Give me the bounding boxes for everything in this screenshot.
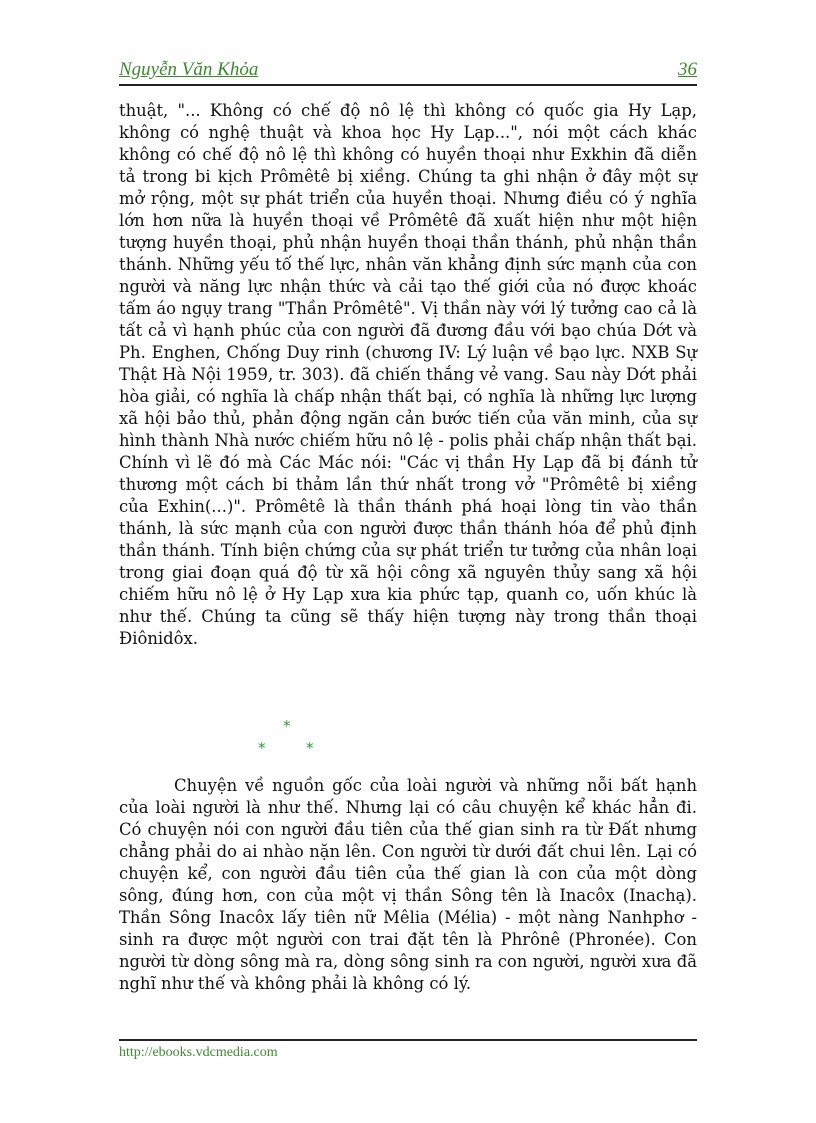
page-number: 36 [678,59,697,80]
paragraph-2: Chuyện về nguồn gốc của loài người và những nỗi bất hạnh của loài người là như thế. Nhưng lại có câu chuyện kể khác hẳn đi. Có chuyện nói con người đầu tiên của thế gian sinh ra từ Đất nhưng chẳng phải do ai nhào nặn lên. Con người từ dưới đất chui lên. Lại có chuyện kể, con người đầu tiên của thế gian là con của một dòng sông, đúng hơn, con của một vị thần Sông tên là Inacôx (Inachạ). Thần Sông Inacôx lấy tiên nữ Mêlia (Mélia) - một nàng Nanhphơ - sinh ra được một người con trai đặt tên là Phrônê (Phronée). Con người từ dòng sông mà ra, dòng sông sinh ra con người, người xưa đã nghĩ như thế và không phải là không có lý. [119,776,697,993]
main-text [119,100,697,650]
footer-url-link[interactable]: http://ebooks.vdcmedia.com [119,1045,278,1060]
separator-star-right: * [306,739,314,757]
separator-star-left: * [258,739,266,757]
separator-star-top: * [283,717,291,735]
main-text-continued [119,775,697,995]
header-author: Nguyễn Văn Khỏa [119,59,259,80]
page-header [119,58,697,86]
paragraph-1: thuật, "... Không có chế độ nô lệ thì không có quốc gia Hy Lạp, không có nghệ thuật và khoa học Hy Lạp...", nói một cách khác không có chế độ nô lệ thì không có huyền thoại như Exkhin đã diễn tả trong bi kịch Prômêtê bị xiềng. Chúng ta ghi nhận ở đây một sự mở rộng, một sự phát triển của huyền thoại. Nhưng điều có ý nghĩa lớn hơn nữa là huyền thoại về Prômêtê đã xuất hiện như một hiện tượng huyền thoại, phủ nhận huyền thoại thần thánh, phủ nhận thần thánh. Những yếu tố thế lực, nhân văn khẳng định sức mạnh của con người và năng lực nhận thức và cải tạo thế giới của nó được khoác tấm áo ngụy trang "Thần Prômêtê". Vị thần này với lý tưởng cao cả là tất cả vì hạnh phúc của con người đã đương đầu với bạo chúa Dớt và Ph. Enghen, Chống Duy rinh (chương IV: Lý luận về bạo lực. NXB Sự Thật Hà Nội 1959, tr. 303). đã chiến thắng vẻ vang. Sau này Dớt phải hòa giải, có nghĩa là chấp nhận thất bại, có nghĩa là những lực lượng xã hội bảo thủ, phản động ngăn cản bước tiến của văn minh, của sự hình thành Nhà nước chiếm hữu nô lệ - polis phải chấp nhận thất bại. Chính vì lẽ đó mà Các Mác nói: "Các vị thần Hy Lạp đã bị đánh tử thương một cách bi thảm lần thứ nhất trong vở "Prômêtê bị xiềng của Exhin(...)". Prômêtê là thần thánh phá hoại lòng tin vào thần thánh, là sức mạnh của con người được thần thánh hóa để phủ định thần thánh. Tính biện chứng của sự phát triển tư tưởng của nhân loại trong giai đoạn quá độ từ xã hội công xã nguyên thủy sang xã hội chiếm hữu nô lệ ở Hy Lạp xưa kia phức tạp, quanh co, uốn khúc là như thế. Chúng ta cũng sẽ thấy hiện tượng này trong thần thoại Điônidôx. [119,101,697,648]
footer-divider [119,1039,697,1041]
